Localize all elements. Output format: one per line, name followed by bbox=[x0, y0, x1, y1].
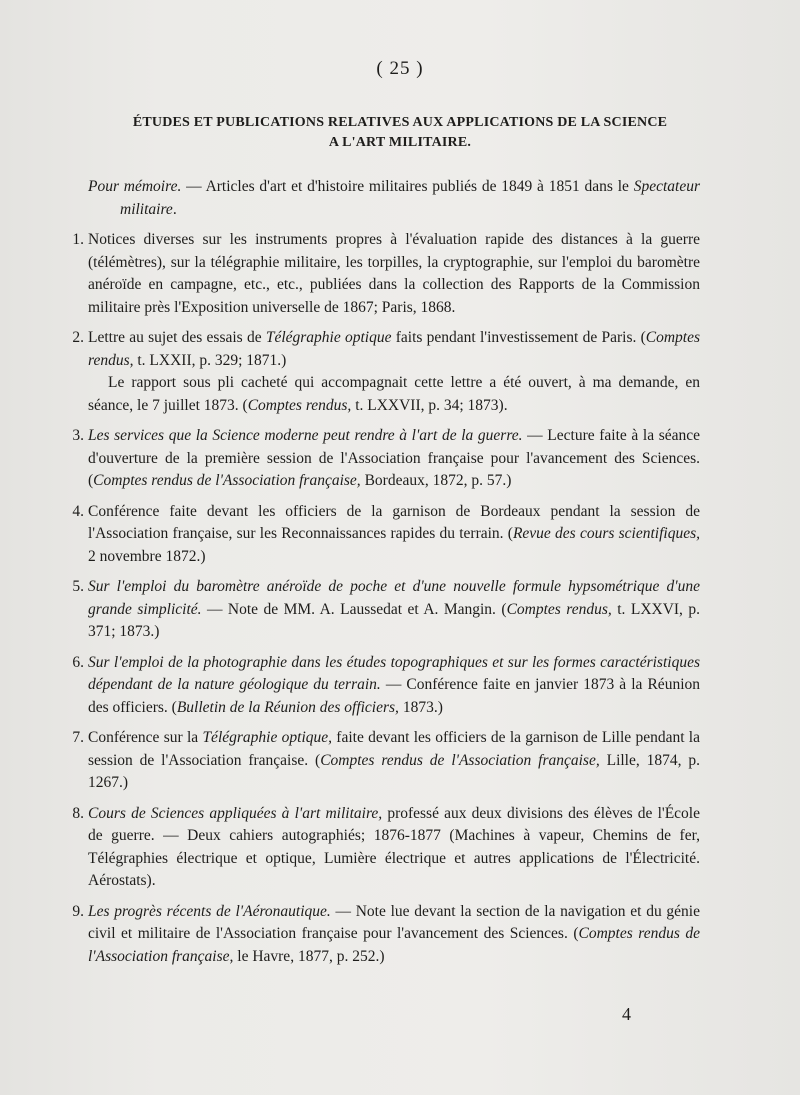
list-item bbox=[72, 501, 700, 569]
item-source: Comptes rendus, bbox=[88, 329, 701, 369]
list-item bbox=[72, 727, 700, 795]
item-text: Lettre au sujet des essais de bbox=[88, 329, 266, 346]
signature-mark: 4 bbox=[622, 1004, 631, 1024]
item-number: 8. bbox=[72, 804, 84, 822]
page-number: ( 25 ) bbox=[376, 58, 424, 79]
item-text: professé aux deux divisions des élèves de l'École de guerre. — Deux cahiers autographiés; 1876-1877 (Machines à vapeur, Chemins de fer, Télégraphies électrique et optique, Lumière électrique et autres applications de l'Électricité. Aérostats). bbox=[88, 804, 700, 889]
note-source: Comptes rendus, bbox=[247, 396, 352, 414]
item-text: — Lecture faite à la séance d'ouverture de la première session de l'Association française pour l'avancement des Sciences. ( bbox=[88, 427, 701, 489]
item-text: t. LXXII, p. 329; 1871.) bbox=[133, 351, 287, 369]
item-title: Télégraphie optique bbox=[265, 329, 392, 346]
item-title: Sur l'emploi du baromètre anéroïde de poche et d'une nouvelle formule hypsométrique d'une grande simplicité. bbox=[88, 578, 700, 618]
item-text: — Note de MM. A. Laussedat et A. Mangin. ( bbox=[201, 600, 507, 618]
item-text: faite devant les officiers de la garnison de Lille pendant la session de l'Association française. ( bbox=[88, 729, 700, 769]
publication-list bbox=[72, 176, 701, 976]
item-text: — Note lue devant la section de la navigation et du génie civil et militaire de l'Association française pour l'avancement des Sciences. ( bbox=[88, 902, 700, 942]
item-number: 7. bbox=[72, 729, 84, 746]
item-text: Conférence sur la bbox=[88, 729, 203, 746]
memo-text: — Articles d'art et d'histoire militaires publiés de 1849 à 1851 dans le bbox=[181, 178, 634, 195]
item-text: le Havre, 1877, p. 252.) bbox=[233, 947, 385, 965]
list-item bbox=[72, 652, 700, 720]
item-text: faits pendant l'investissement de Paris. ( bbox=[391, 329, 646, 346]
memo-entry bbox=[88, 176, 700, 221]
item-number: 3. bbox=[72, 427, 84, 444]
memo-journal: Spectateur militaire bbox=[120, 178, 700, 218]
list-item bbox=[72, 576, 701, 644]
item-text: Lille, 1874, p. 1267.) bbox=[88, 751, 700, 791]
note-text: Le rapport sous pli cacheté qui accompagnait cette lettre a été ouvert, à ma demande, en séance, le 7 juillet 1873. ( bbox=[88, 374, 700, 414]
section-heading bbox=[60, 113, 740, 153]
memo-label: Pour mémoire. bbox=[88, 178, 182, 195]
note-text: t. LXXVII, p. 34; 1873). bbox=[351, 396, 508, 414]
item-source: Comptes rendus de l'Association française, bbox=[88, 925, 700, 965]
item-title: Les services que la Science moderne peut rendre à l'art de la guerre. bbox=[88, 427, 523, 444]
list-item bbox=[72, 425, 701, 493]
item-note bbox=[88, 372, 700, 417]
list-item bbox=[72, 229, 700, 319]
memo-end: . bbox=[172, 200, 177, 218]
item-text: — Conférence faite en janvier 1873 à la Réunion des officiers. ( bbox=[88, 676, 700, 716]
item-source: Revue des cours scientifiques, bbox=[512, 525, 700, 542]
heading-line-2: A L'ART MILITAIRE. bbox=[328, 135, 472, 150]
item-text: Notices diverses sur les instruments propres à l'évaluation rapide des distances à la guerre (télémètres), sur la télégraphie militaire, les torpilles, la cryptographie, sur l'emploi du baromètre anéroïde en campagne, etc., etc., publiées dans la collection des Rapports de la Commission militaire près l'Exposition universelle de 1867; Paris, 1868. bbox=[88, 231, 700, 316]
item-source: Bulletin de la Réunion des officiers, bbox=[176, 698, 399, 716]
heading-line-1: ÉTUDES ET PUBLICATIONS RELATIVES AUX APPLICATIONS DE LA SCIENCE bbox=[132, 115, 668, 130]
list-item bbox=[72, 901, 700, 969]
item-number: 4. bbox=[72, 502, 84, 520]
item-source: Comptes rendus de l'Association française, bbox=[93, 472, 361, 489]
item-text: 2 novembre 1872.) bbox=[88, 547, 206, 565]
item-number: 1. bbox=[72, 231, 84, 248]
item-title: Les progrès récents de l'Aéronautique. bbox=[88, 902, 331, 920]
item-number: 5. bbox=[72, 578, 84, 595]
item-source: Comptes rendus de l'Association française, bbox=[320, 751, 600, 769]
item-text: Conférence faite devant les officiers de la garnison de Bordeaux pendant la session de l'Association française, sur les Reconnaissances rapides du terrain. ( bbox=[88, 502, 700, 542]
item-text: 1873.) bbox=[398, 698, 443, 716]
item-number: 9. bbox=[72, 902, 84, 920]
list-item bbox=[72, 327, 701, 417]
item-text: t. LXXVI, p. 371; 1873.) bbox=[88, 600, 701, 640]
item-source: Comptes rendus, bbox=[506, 600, 612, 618]
item-title: Télégraphie optique, bbox=[202, 729, 333, 746]
item-number: 2. bbox=[72, 329, 84, 346]
item-title: Sur l'emploi de la photographie dans les études topographiques et sur les formes caractéristiques dépendant de la nature géologique du terrain. bbox=[88, 653, 700, 693]
list-item bbox=[72, 803, 700, 893]
item-title: Cours de Sciences appliquées à l'art militaire, bbox=[88, 804, 383, 822]
item-number: 6. bbox=[72, 653, 84, 671]
item-text: Bordeaux, 1872, p. 57.) bbox=[360, 472, 512, 489]
